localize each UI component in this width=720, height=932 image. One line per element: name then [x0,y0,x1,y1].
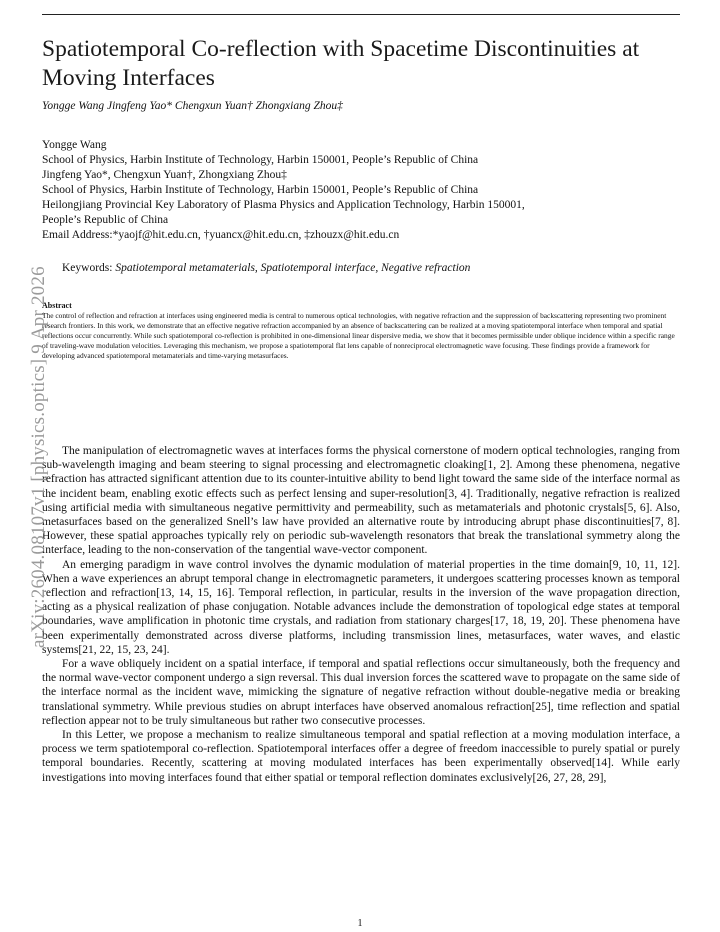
paper-title: Spatiotemporal Co-reflection with Spacetime Discontinuities at Moving Interfaces [42,36,640,91]
abstract [42,301,678,361]
affiliation-line: Jingfeng Yao*, Chengxun Yuan†, Zhongxiang Zhou‡ [42,169,287,181]
affiliation-block [42,138,692,243]
affiliation-line: Heilongjiang Provincial Key Laboratory of Plasma Physics and Application Technology, Harbin 150001, [42,199,525,211]
keywords-text: Spatiotemporal metamaterials, Spatiotemporal interface, Negative refraction [115,262,471,274]
keywords [62,262,470,274]
page-number: 1 [357,918,363,929]
top-rule [42,14,680,15]
keywords-label: Keywords: [62,262,113,274]
body-paragraph: For a wave obliquely incident on a spatial interface, if temporal and spatial reflections occur simultaneously, both the frequency and the normal wave-vector component undergo a sign reversal. This dual inversion forces the scattered wave to propagate on the same side of the interface normal as the incident wave, mimicking the signature of negative refraction without double-negative media or breaking translational symmetry. While previous studies on abrupt interfaces have observed anomalous refraction[25], time reflection and spatial reflection appear not to be truly simultaneous but rather two consecutive processes. [42,658,680,727]
affiliation-line: People’s Republic of China [42,214,169,226]
affiliation-line: School of Physics, Harbin Institute of Technology, Harbin 150001, People’s Republic of China [42,184,479,196]
body-text [42,444,680,785]
affiliation-line: School of Physics, Harbin Institute of Technology, Harbin 150001, People’s Republic of China [42,154,479,166]
body-paragraph: The manipulation of electromagnetic waves at interfaces forms the physical cornerstone of modern optical technologies, ranging from sub-wavelength imaging and beam steering to signal processing and electromagnetic cloaking[1, 2]. Among these phenomena, negative refraction has attracted significant attention due to its counter-intuitive ability to bend light toward the same side of the interface normal as the incident beam, enabling exotic effects such as perfect lensing and super-resolution[3, 4]. Traditionally, negative refraction is realized using artificial media with simultaneous negative permittivity and permeability, such as metamaterials and photonic crystals[5, 6]. Also, metasurfaces based on the generalized Snell’s law have provided an alternative route by introducing abrupt phase discontinuities[7, 8]. However, these spatial approaches typically rely on periodic sub-wavelength resonators that break the translational symmetry along the interface, leading to the non-conservation of the tangential wave-vector component. [42,445,680,557]
author-list: Yongge Wang Jingfeng Yao* Chengxun Yuan† Zhongxiang Zhou‡ [42,100,343,112]
arxiv-identifier: arXiv:2604.08107v1 [physics.optics] 9 Apr 2026 [28,266,49,648]
body-paragraph: In this Letter, we propose a mechanism to realize simultaneous temporal and spatial reflection at a moving modulation interface, a process we term spatiotemporal co-reflection. Spatiotemporal interfaces offer a degree of freedom inaccessible to purely spatial or purely temporal boundaries. Recently, scattering at moving modulated interfaces has been experimentally observed[14]. While early investigations into moving interfaces found that either spatial or temporal reflection dominates exclusively[26, 27, 28, 29], [42,729,680,784]
affiliation-line: Yongge Wang [42,139,107,151]
abstract-heading: Abstract [42,301,72,310]
email-line: Email Address:*yaojf@hit.edu.cn, †yuancx@hit.edu.cn, ‡zhouzx@hit.edu.cn [42,229,400,241]
abstract-text: The control of reflection and refraction at interfaces using engineered media is central to numerous optical technologies, with negative refraction and the suppression of backscattering representing two prominent research frontiers. In this work, we demonstrate that an effective negative refraction accompanied by an absence of backscattering can be realized at a moving spatiotemporal interface when temporal and spatial reflections occur concurrently. While such spatiotemporal co-reflection is prohibited in one-dimensional linear dispersive media, we show that it becomes permissible under oblique incidence within a specific range of traveling-wave modulation velocities. Leveraging this mechanism, we propose a spatiotemporal flat lens capable of nonreciprocal electromagnetic wave focusing. These findings provide a framework for developing advanced spatiotemporal metamaterials and time-varying metasurfaces. [42,311,675,360]
body-paragraph: An emerging paradigm in wave control involves the dynamic modulation of material properties in the time domain[9, 10, 11, 12]. When a wave experiences an abrupt temporal change in electromagnetic parameters, it undergoes scattering processes known as temporal reflection and refraction[13, 14, 15, 16]. Temporal reflection, in particular, results in the inversion of the wave propagation direction, acting as a physical realization of phase conjugation. Notable advances include the demonstration of topological edge states at temporal boundaries, wave amplification in photonic time crystals, and radiation from stationary charges[17, 18, 19, 20]. These phenomena have been experimentally demonstrated across diverse platforms, including transmission lines, metasurfaces, water waves, and elastic systems[21, 22, 15, 23, 24]. [42,558,680,656]
